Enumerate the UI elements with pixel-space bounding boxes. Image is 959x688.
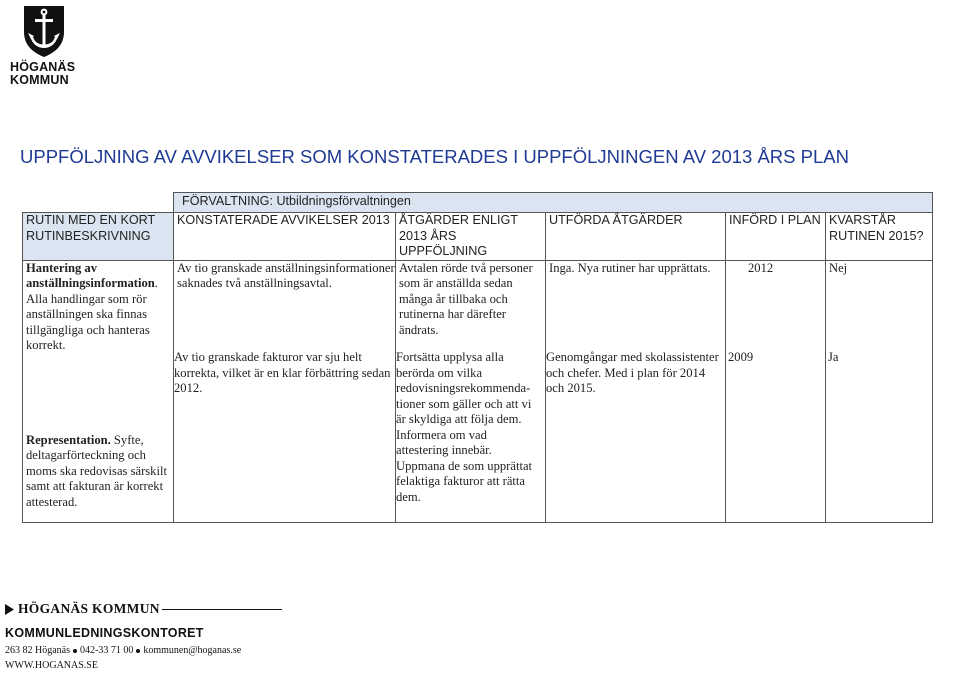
- bullet-icon: [136, 649, 140, 653]
- header-inford: INFÖRD I PLAN: [726, 213, 826, 261]
- header-utforda: UTFÖRDA ÅTGÄRDER: [546, 213, 726, 261]
- anchor-emblem-icon: [18, 2, 70, 58]
- rutin-title: Representation.: [26, 432, 111, 447]
- table-row: [23, 260, 933, 354]
- rutin-description: Syfte, deltagarförteckning och moms ska redovisas särskilt samt att fakturan är korrekt attesterad.: [26, 432, 167, 509]
- footer-phone: 042-33 71 00: [80, 645, 134, 656]
- logo-line-2: KOMMUN: [10, 73, 69, 87]
- forvaltning-label: FÖRVALTNING: Utbildningsförvaltningen: [174, 193, 933, 213]
- kvarstar-cell: [826, 433, 933, 523]
- triangle-arrow-icon: [5, 604, 14, 615]
- footer-municipality-name: HÖGANÄS KOMMUN: [18, 601, 160, 616]
- forvaltning-row: [23, 193, 933, 213]
- utford-cell: [546, 433, 726, 523]
- kvarstar-cell: Nej: [826, 260, 933, 354]
- spacer-cell: [23, 354, 174, 433]
- rutin-cell: [23, 260, 174, 354]
- avvikelse-cell: [174, 433, 396, 523]
- footer-email[interactable]: kommunen@hoganas.se: [143, 645, 242, 656]
- rutin-description: . Alla handlingar som rör anställningen ska finnas tillgängliga och hanteras korrekt.: [26, 276, 158, 352]
- plan-cell: [726, 433, 826, 523]
- plan-cell: 2012: [726, 260, 826, 354]
- atgard-cell: Avtalen rörde två personer som är anställda sedan många år tillbaka och rutinerna har därefter ändrats.: [396, 260, 546, 354]
- footer: [5, 601, 405, 671]
- header-row: [23, 213, 933, 261]
- hoganas-logo: [10, 2, 82, 87]
- plan-text-row-2: 2009: [728, 350, 754, 364]
- bullet-icon: [73, 649, 77, 653]
- avvikelse-text-row-2: Av tio granskade fakturor var sju helt korrekta, vilket är en klar förbättring sedan 2012.: [174, 350, 391, 395]
- kvarstar-text-row-2: Ja: [828, 350, 839, 364]
- header-atgarder: ÅTGÄRDER ENLIGT 2013 ÅRS UPPFÖLJNING: [396, 213, 546, 261]
- footer-address: 263 82 Höganäs: [5, 645, 70, 656]
- header-kvarstar: KVARSTÅR RUTINEN 2015?: [826, 213, 933, 261]
- document-title: UPPFÖLJNING AV AVVIKELSER SOM KONSTATERADES I UPPFÖLJNINGEN AV 2013 ÅRS PLAN: [20, 146, 849, 167]
- utford-text-row-2: Genomgångar med skolassistenter och chefer. Med i plan för 2014 och 2015.: [546, 350, 719, 395]
- footer-website[interactable]: WWW.HOGANAS.SE: [5, 660, 98, 671]
- logo-line-1: HÖGANÄS: [10, 60, 76, 74]
- footer-contact-line: [5, 645, 405, 656]
- avvikelse-cell: Av tio granskade anställningsinformationer saknades två anställningsavtal.: [174, 260, 396, 354]
- utford-cell: Inga. Nya rutiner har upprättats.: [546, 260, 726, 354]
- header-avvikelser: KONSTATERADE AVVIKELSER 2013: [174, 213, 396, 261]
- rutin-cell: [23, 433, 174, 523]
- rutin-title: Hantering av anställningsinformation: [26, 260, 155, 290]
- footer-divider: [162, 609, 282, 610]
- header-rutin: RUTIN MED EN KORT RUTINBESKRIVNING: [23, 213, 174, 261]
- blank-cell: [23, 193, 174, 213]
- footer-department: KOMMUNLEDNINGSKONTORET: [5, 626, 204, 640]
- atgard-text-row-2: Fortsätta upplysa alla berörda om vilka redovisningsrekommenda-tioner som gäller och att vi är skyldiga att följa dem. Informera om vad attestering innebär. Uppmana de som upprättat felaktiga fakturor att rätta dem.: [396, 350, 533, 504]
